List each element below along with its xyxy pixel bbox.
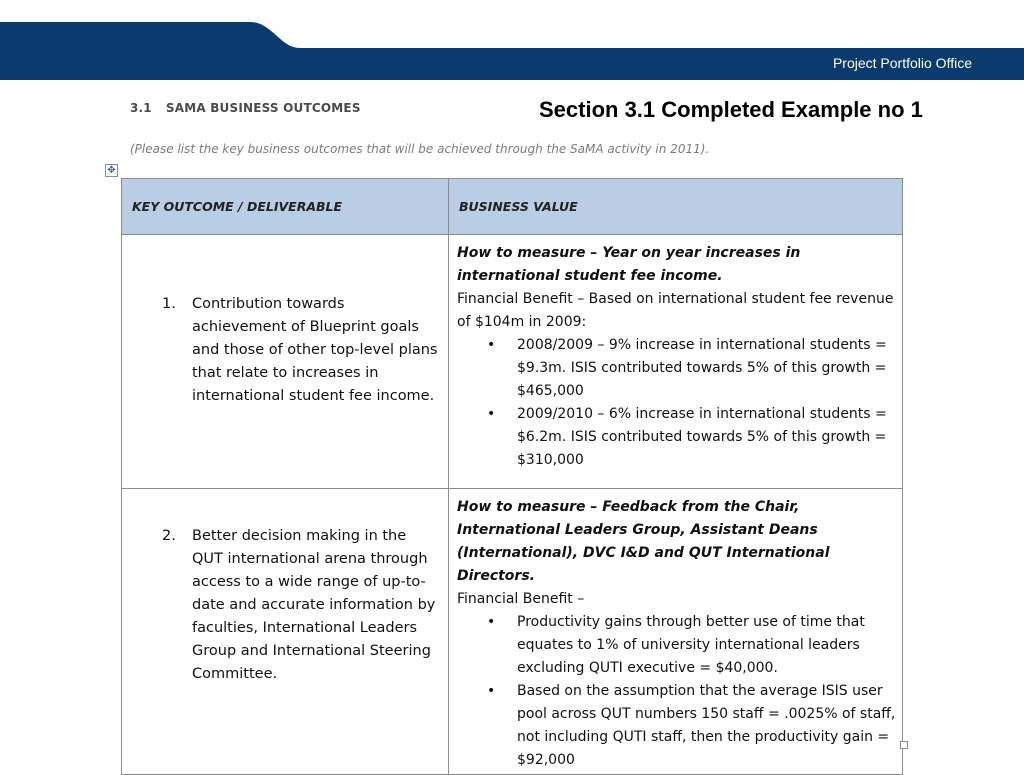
bullet-icon: • — [487, 683, 496, 699]
list-item-text: 2009/2010 – 6% increase in international students = $6.2m. ISIS contributed towards 5% of this growth = $310,000 — [517, 406, 887, 468]
table-row — [122, 235, 903, 489]
section-number: 3.1 — [130, 101, 152, 115]
item-number: 2. — [162, 528, 176, 544]
section-heading — [130, 101, 361, 115]
column-header-value: BUSINESS VALUE — [449, 179, 903, 235]
measure-text: How to measure – Feedback from the Chair, International Leaders Group, Assistant Deans (International), DVC I&D and QUT International Directors. — [457, 499, 830, 584]
list-item-text: 2008/2009 – 9% increase in international students = $9.3m. ISIS contributed towards 5% of this growth = $465,000 — [517, 337, 887, 399]
outcome-text: Contribution towards achievement of Blueprint goals and those of other top-level plans that relate to increases in international student fee income. — [192, 296, 438, 404]
outcome-cell — [122, 489, 449, 775]
header-org-name: Project Portfolio Office — [832, 55, 972, 71]
section-heading-text: SAMA BUSINESS OUTCOMES — [165, 101, 361, 115]
list-item-text: Productivity gains through better use of time that equates to 1% of university international leaders excluding QUTI executive = $40,000. — [517, 614, 865, 676]
table-header-row — [122, 179, 903, 235]
item-number: 1. — [162, 296, 176, 312]
bullet-icon: • — [487, 406, 496, 422]
list-item — [487, 680, 896, 772]
table-row — [122, 489, 903, 775]
column-header-outcome: KEY OUTCOME / DELIVERABLE — [122, 179, 449, 235]
resize-handle[interactable] — [900, 741, 908, 749]
value-cell — [449, 489, 903, 775]
benefit-text: Financial Benefit – — [457, 591, 585, 607]
list-item — [487, 403, 896, 472]
benefit-list — [457, 334, 896, 472]
outcomes-table — [121, 178, 903, 775]
outcome-cell — [122, 235, 449, 489]
slide-title: Section 3.1 Completed Example no 1 — [539, 97, 923, 122]
bullet-icon: • — [487, 614, 496, 630]
move-arrows-icon[interactable]: ✥ — [105, 164, 118, 177]
list-item-text: Based on the assumption that the average ISIS user pool across QUT numbers 150 staff = .0025% of staff, not including QUTI staff, then the productivity gain = $92,000 — [517, 683, 896, 768]
list-item — [487, 611, 896, 680]
bullet-icon: • — [487, 337, 496, 353]
value-cell — [449, 235, 903, 489]
benefit-list — [457, 611, 896, 772]
list-item — [487, 334, 896, 403]
outcome-text: Better decision making in the QUT international arena through access to a wide range of up-to-date and accurate information by faculties, International Leaders Group and International Steering Committee. — [192, 528, 436, 682]
benefit-text: Financial Benefit – Based on international student fee revenue of $104m in 2009: — [457, 291, 894, 330]
header-band-shape — [0, 22, 1024, 80]
section-instruction: (Please list the key business outcomes that will be achieved through the SaMA activity in 2011). — [130, 142, 710, 156]
measure-text: How to measure – Year on year increases in international student fee income. — [457, 245, 801, 284]
